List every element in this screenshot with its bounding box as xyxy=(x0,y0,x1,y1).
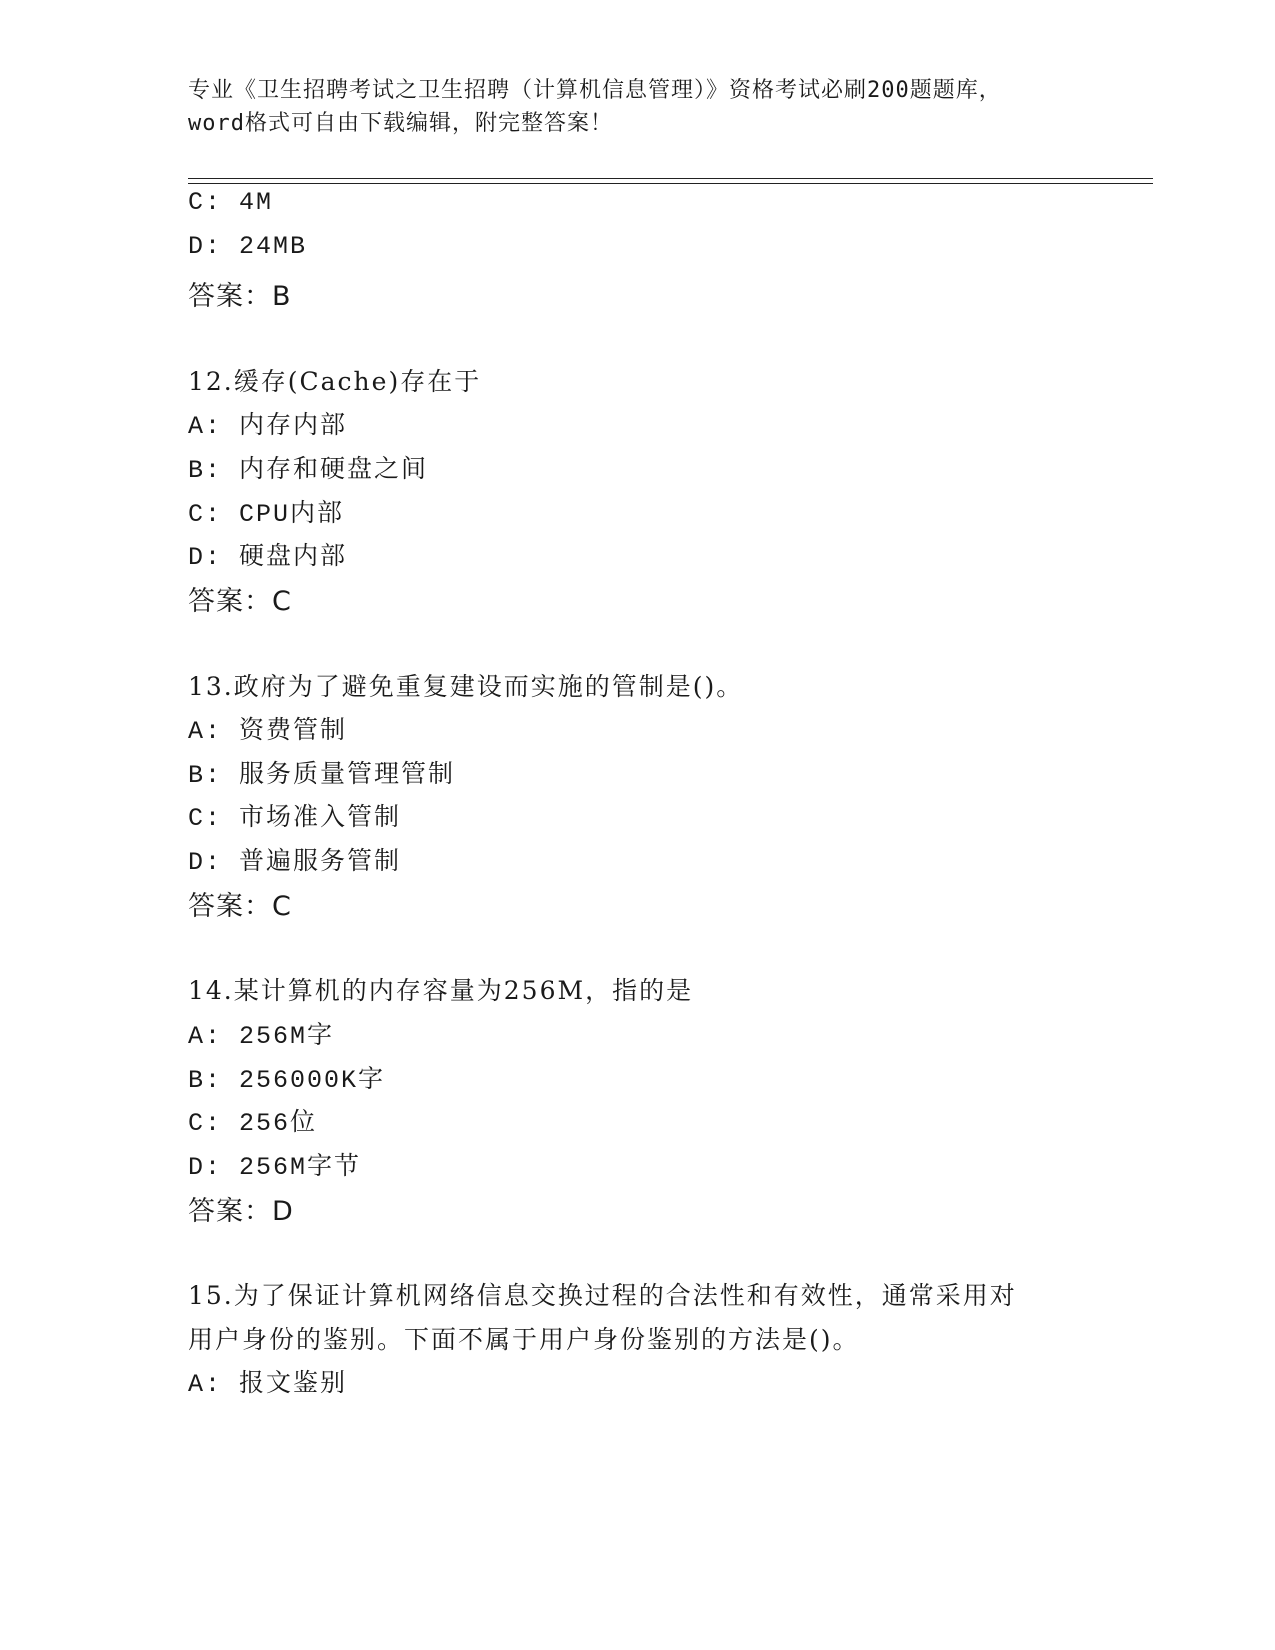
option-a: A: 内存内部 xyxy=(188,412,348,441)
question-stem: 14.某计算机的内存容量为256M，指的是 xyxy=(188,976,694,1005)
header-title-line-1: 专业《卫生招聘考试之卫生招聘（计算机信息管理）》资格考试必刷200题题库， xyxy=(188,78,1002,103)
header-divider-bottom xyxy=(188,183,1153,184)
option-d: D: 普遍服务管制 xyxy=(188,848,402,877)
option-b: B: 256000K字 xyxy=(188,1066,386,1095)
option-d: D: 256M字节 xyxy=(188,1153,362,1182)
option-b: B: 内存和硬盘之间 xyxy=(188,456,429,485)
option-a: A: 256M字 xyxy=(188,1022,335,1051)
question-stem: 13.政府为了避免重复建设而实施的管制是()。 xyxy=(188,672,744,701)
question-stem-line-1: 15.为了保证计算机网络信息交换过程的合法性和有效性，通常采用对 xyxy=(188,1281,1017,1310)
option-a: A: 资费管制 xyxy=(188,717,348,746)
answer-line: 答案：D xyxy=(188,1196,294,1227)
option-c: C: 256位 xyxy=(188,1109,318,1138)
option-d: D: 24MB xyxy=(188,232,308,261)
question-stem: 12.缓存(Cache)存在于 xyxy=(188,367,482,396)
option-c: C: 4M xyxy=(188,188,274,217)
option-b: B: 服务质量管理管制 xyxy=(188,761,456,790)
answer-line: 答案：C xyxy=(188,586,292,617)
answer-line: 答案：C xyxy=(188,891,292,922)
option-a: A: 报文鉴别 xyxy=(188,1370,348,1399)
option-c: C: CPU内部 xyxy=(188,500,345,529)
document-header xyxy=(188,74,1088,140)
header-title-line-2: word格式可自由下载编辑，附完整答案！ xyxy=(188,111,613,136)
question-stem-line-2: 用户身份的鉴别。下面不属于用户身份鉴别的方法是()。 xyxy=(188,1325,860,1354)
header-divider-top xyxy=(188,178,1153,179)
answer-line: 答案：B xyxy=(188,281,292,312)
option-c: C: 市场准入管制 xyxy=(188,804,402,833)
option-d: D: 硬盘内部 xyxy=(188,543,348,572)
